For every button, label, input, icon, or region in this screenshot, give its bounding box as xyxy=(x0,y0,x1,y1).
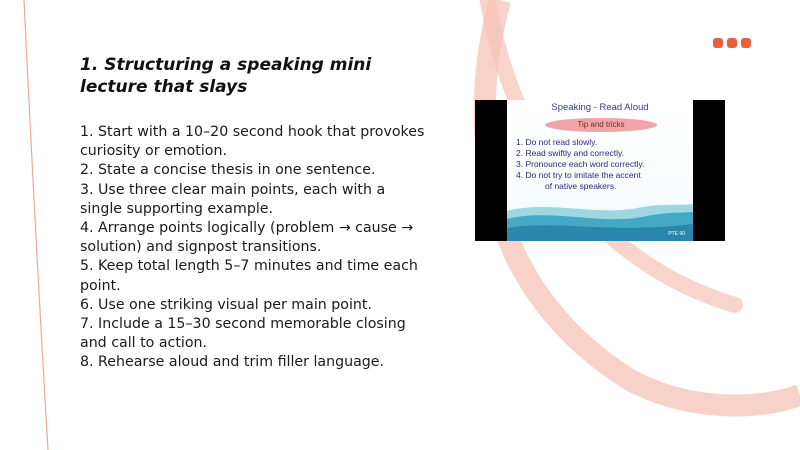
dot xyxy=(741,38,751,48)
bullet-list xyxy=(80,123,425,373)
thumbnail-line: of native speakers. xyxy=(545,181,617,191)
thumbnail-slide xyxy=(507,100,693,241)
thumbnail-list xyxy=(516,137,691,192)
bullet-item: 5. Keep total length 5–7 minutes and time each point. xyxy=(80,258,418,294)
tips-badge: Tip and tricks xyxy=(545,118,657,132)
three-dots-icon xyxy=(713,38,751,48)
thumbnail-line: 1. Do not read slowly. xyxy=(516,137,598,147)
dot xyxy=(727,38,737,48)
thumbnail-line: 2. Read swiftly and correctly. xyxy=(516,148,625,158)
bullet-item: 4. Arrange points logically (problem → cause → solution) and signpost transitions. xyxy=(80,220,414,256)
thumbnail-title: Speaking - Read Aloud xyxy=(551,102,649,113)
thumbnail-footer: PTE 90 xyxy=(668,231,685,237)
dot xyxy=(713,38,723,48)
video-thumbnail[interactable] xyxy=(475,100,725,241)
bullet-item: 7. Include a 15–30 second memorable closing and call to action. xyxy=(80,316,406,352)
bullet-item: 2. State a concise thesis in one sentence. xyxy=(80,162,376,179)
thumbnail-line: 3. Pronounce each word correctly. xyxy=(516,159,645,169)
bullet-item: 8. Rehearse aloud and trim filler language. xyxy=(80,354,385,371)
bullet-item: 6. Use one striking visual per main point. xyxy=(80,296,372,313)
bullet-item: 1. Start with a 10–20 second hook that provokes curiosity or emotion. xyxy=(80,124,425,160)
left-thin-arc xyxy=(24,0,48,450)
slide-title: 1. Structuring a speaking mini lecture that slays xyxy=(80,55,372,97)
thumbnail-line: 4. Do not try to imitate the accent xyxy=(516,170,641,180)
bullet-item: 3. Use three clear main points, each with a single supporting example. xyxy=(80,181,386,217)
